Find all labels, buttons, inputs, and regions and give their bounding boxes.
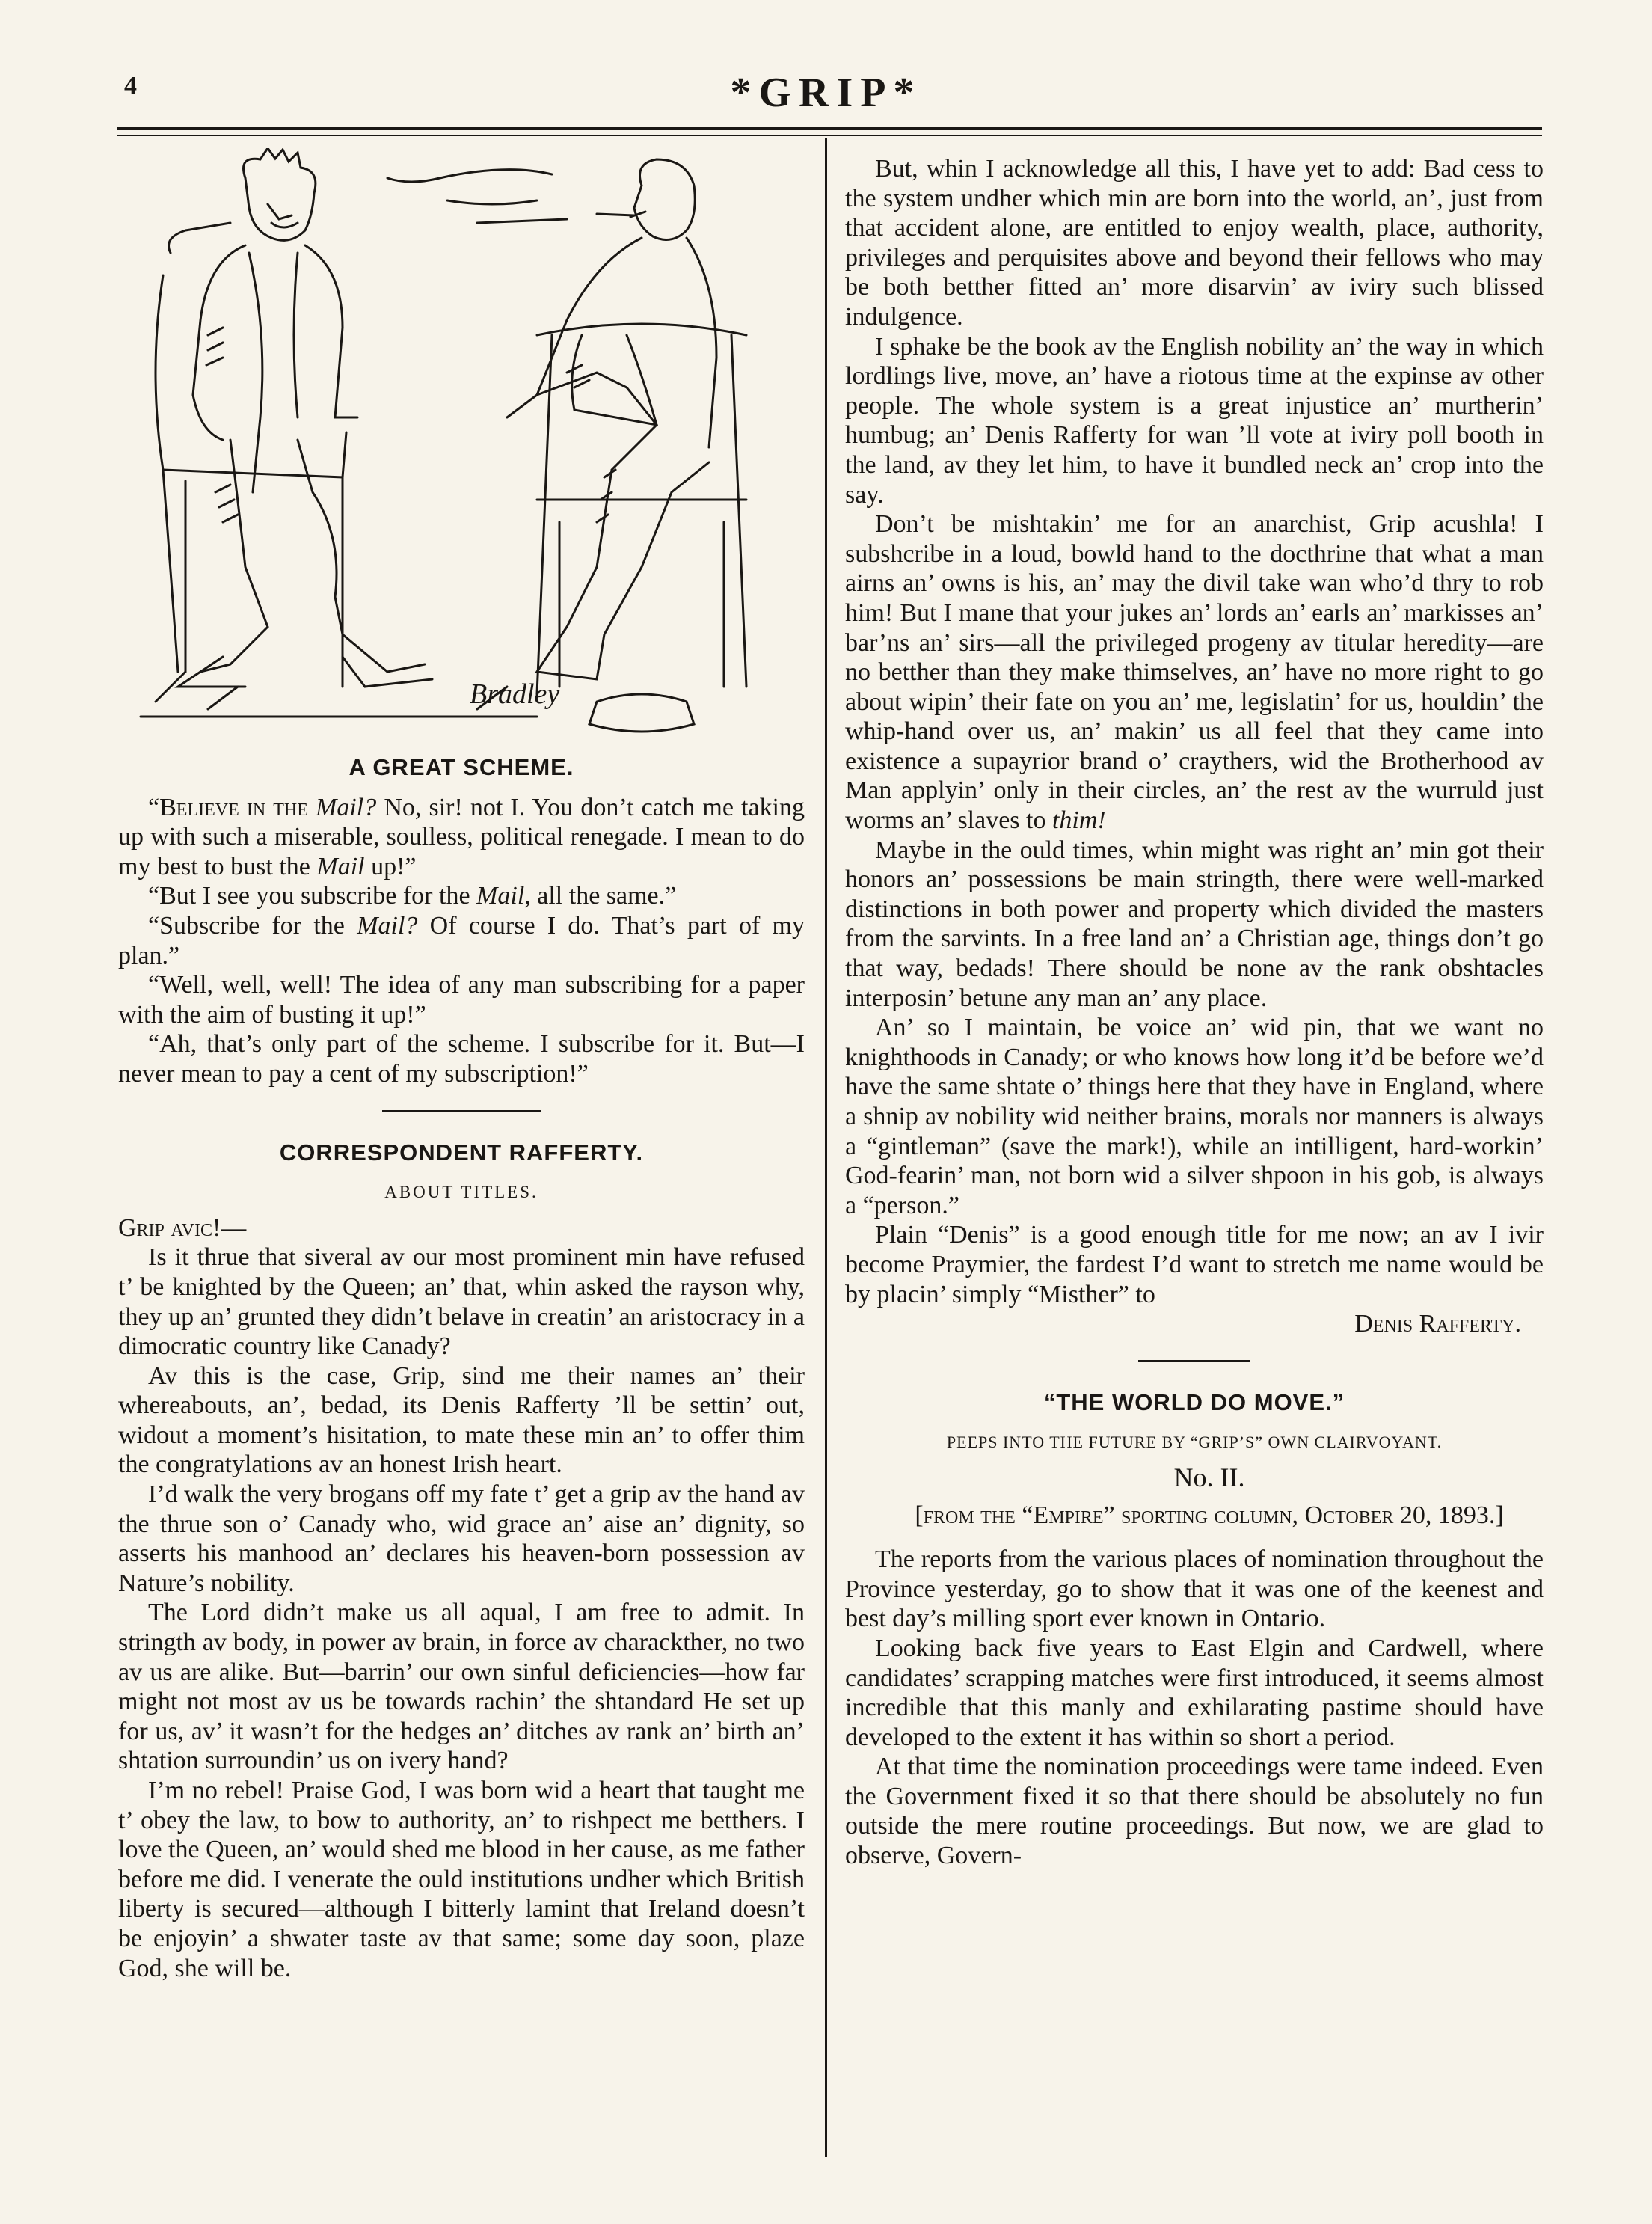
world-do-move-title: “THE WORLD DO MOVE.” [1043,1388,1345,1415]
section-divider [1138,1360,1250,1362]
great-scheme-title: A GREAT SCHEME. [348,754,574,780]
artist-signature: Bradley [470,678,560,710]
great-scheme-paragraph: “Subscribe for the Mail? Of course I do. That’s part of my plan.” [118,911,805,969]
column-divider [825,138,827,2157]
rafferty-salutation: Grip avic!— [118,1213,247,1242]
page-number: 4 [124,72,137,99]
right-column [845,154,1544,1871]
world-do-move-number: No. II. [1173,1462,1245,1492]
header-rule-thin [117,135,1542,136]
rafferty-paragraph: I sphake be the book av the English nobility an’ the way in which lordlings live, move, an’ have a riotous time at the expinse av other people. The whole system is a great injustice an’ murtherin’ humbug; an’ Denis Rafferty for wan ’ll vote at iviry poll booth in the land, av they let him, to have it bundled neck an’ crop into the say. [845,332,1544,509]
rafferty-paragraph: I’d walk the very brogans off my fate t’ get a grip av the hand av the thrue son o’ Canady who, wid grace an’ aise an’ dignity, so asserts his manhood an’ declares his heaven-born possession av Nature’s nobility. [118,1480,805,1597]
masthead-title: *GRIP* [730,70,922,116]
left-column [118,148,805,1983]
cartoon-illustration [118,148,805,739]
great-scheme-paragraph: “Ah, that’s only part of the scheme. I subscribe for it. But—I never mean to pay a cent of my subscription!” [118,1030,805,1088]
rafferty-paragraph: But, whin I acknowledge all this, I have yet to add: Bad cess to the system undher which min are born into the world, an’, just from that accident alone, are entitled to enjoy wealth, place, authority, privileges and perquisites above and beyond their fellows who may be both betther fitted an’ more disarvin’ av iviry such blissed indulgence. [845,155,1544,331]
rafferty-paragraph: An’ so I maintain, be voice an’ wid pin, that we want no knighthoods in Canady; or who knows how long it’d be before we’d have the same shtate o’ things here that they have in England, where a shnip av nobility wid neither brains, morals nor manners is always a “gintleman” (save the mark!), while an intilligent, hard-workin’ God-fearin’ man, not born wid a silver shpoon in his gob, is always a “person.” [845,1014,1544,1219]
great-scheme-paragraph: “Well, well, well! The idea of any man subscribing for a paper with the aim of busting it up!” [118,971,805,1029]
world-do-move-source: [from the “Empire” sporting column, October 20, 1893.] [915,1501,1504,1529]
rafferty-paragraph: Is it thrue that siveral av our most prominent min have refused t’ be knighted by the Queen; an’ that, whin asked the rayson why, they up an’ grunted they didn’t belave in creatin’ an aristocracy in a dimocratic country like Canady? [118,1243,805,1361]
rafferty-signature: Denis Rafferty. [1354,1310,1521,1338]
rafferty-paragraph: Av this is the case, Grip, sind me their names an’ their whereabouts, an’, bedad, its Denis Rafferty ’ll be settin’ out, widout a moment’s hisitation, to mate these min an’ to offer thim the congratylations av an honest Irish heart. [118,1361,805,1479]
rafferty-paragraph: Don’t be mishtakin’ me for an anarchist, Grip acushla! I subshcribe in a loud, bowld hand to the docthrine that what a man airns an’ owns is his, an’ may the divil take wan who’d thry to rob him! But I mane that your jukes an’ lords an’ earls an’ markisses an’ bar’ns an’ sirs—all the privileged progeny av titular heredity—are no betther than they make thimselves, an’ have no more right to go about wipin’ their fate on you an’ me, legislatin’ for us, houldin’ the whip-hand over us, an’ makin’ us all feel that they came into existence a supayrior brand o’ craythers, wid the Brotherhood av Man applyin’ only in their circles, an’ the rest av the wurruld just worms an’ slaves to thim! [845,510,1544,835]
rafferty-paragraph: Plain “Denis” is a good enough title for me now; an av I ivir become Praymier, the fardest I’d want to stretch me name would be by placin’ simply “Misther” to [845,1221,1544,1308]
world-do-move-paragraph: Looking back five years to East Elgin and Cardwell, where candidates’ scrapping matches were first introduced, it seems almost incredible that this manly and exhilarating pastime should have developed to the extent it has within so short a period. [845,1634,1544,1751]
world-do-move-paragraph: The reports from the various places of nomination throughout the Province yesterday, go to show that it was one of the keenest and best day’s milling sport ever known in Ontario. [845,1546,1544,1633]
rafferty-paragraph: I’m no rebel! Praise God, I was born wid a heart that taught me t’ obey the law, to bow to authority, an’ to rishpect me betthers. I love the Queen, an’ would shed me blood in her cause, as me father before me did. I venerate the ould institutions undher which British liberty is secured—although I bitterly lamint that Ireland doesn’t be enjoyin’ a shwater taste av that same; some day soon, plaze God, she will be. [118,1777,805,1982]
world-do-move-paragraph: At that time the nomination proceedings were tame indeed. Even the Government fixed it so that there should be absolutely no fun outside the mere routine proceedings. But now, we are glad to observe, Govern- [845,1753,1544,1870]
world-do-move-subtitle: PEEPS INTO THE FUTURE BY “GRIP’S” OWN CLAIRVOYANT. [946,1433,1443,1452]
section-divider [382,1110,541,1112]
header-rule [117,127,1542,130]
great-scheme-paragraph: “But I see you subscribe for the Mail, all the same.” [148,882,677,910]
rafferty-title: CORRESPONDENT RAFFERTY. [279,1139,644,1165]
rafferty-paragraph: The Lord didn’t make us all aqual, I am free to admit. In stringth av body, in power av brain, in force av charackther, no two av us are alike. But—barrin’ our own sinful deficiencies—how far might not most av us be towards rachin’ the shtandard He set up for us, av’ it wasn’t for the hedges an’ ditches av rank an’ birth an’ shtation surroundin’ us on ivery hand? [118,1599,805,1775]
great-scheme-paragraph: “Believe in the Mail? No, sir! not I. You don’t catch me taking up with such a miserable, soulless, political renegade. I mean to do my best to bust the Mail up!” [118,793,805,880]
rafferty-subtitle: ABOUT TITLES. [384,1183,538,1202]
rafferty-paragraph: Maybe in the ould times, whin might was right an’ min got their honors an’ possessions be main stringth, there were well-marked distinctions in both power and property which divided the masters from the sarvints. In a free land an’ a Christian age, things don’t go that way, bedads! There should be none av the rank obshtacles interposin’ betune any man an’ any place. [845,836,1544,1012]
